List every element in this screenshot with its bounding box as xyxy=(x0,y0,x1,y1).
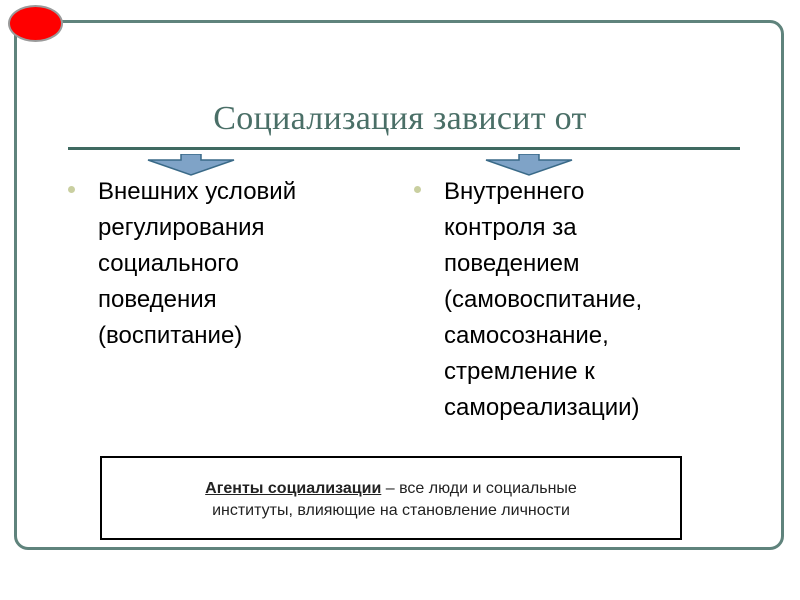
bullet-line: поведения xyxy=(98,286,217,313)
bullet-line: самореализации) xyxy=(444,394,640,421)
bullet-line: (самовоспитание, xyxy=(444,286,643,313)
bullet-line: (воспитание) xyxy=(98,322,243,349)
bullet-dot-icon xyxy=(414,186,421,193)
definition-line-2: институты, влияющие на становление личности xyxy=(212,502,570,519)
right-column xyxy=(414,174,734,426)
definition-line-1 xyxy=(102,478,680,500)
definition-box xyxy=(100,456,682,540)
definition-term: Агенты социализации xyxy=(205,480,382,497)
bullet-line: контроля за xyxy=(444,214,577,241)
red-circle-icon xyxy=(8,5,63,42)
left-column xyxy=(68,174,378,354)
bullet-line: Внутреннего xyxy=(444,178,585,205)
bullet-line: Внешних условий xyxy=(98,178,297,205)
bullet-line: поведением xyxy=(444,250,580,277)
bullet-line: стремление к xyxy=(444,358,595,385)
down-arrow-left-icon xyxy=(146,154,236,176)
bullet-line: самосознание, xyxy=(444,322,609,349)
down-arrow-right-icon xyxy=(484,154,574,176)
definition-text: – все люди и социальные xyxy=(381,480,577,497)
bullet-internal-control xyxy=(414,174,734,426)
bullet-text xyxy=(98,174,296,354)
bullet-text xyxy=(444,174,642,426)
bullet-external-conditions xyxy=(68,174,378,354)
bullet-dot-icon xyxy=(68,186,75,193)
bullet-line: регулирования xyxy=(98,214,265,241)
slide-title: Социализация зависит от xyxy=(213,100,587,137)
bullet-line: социального xyxy=(98,250,239,277)
title-divider xyxy=(68,147,740,150)
